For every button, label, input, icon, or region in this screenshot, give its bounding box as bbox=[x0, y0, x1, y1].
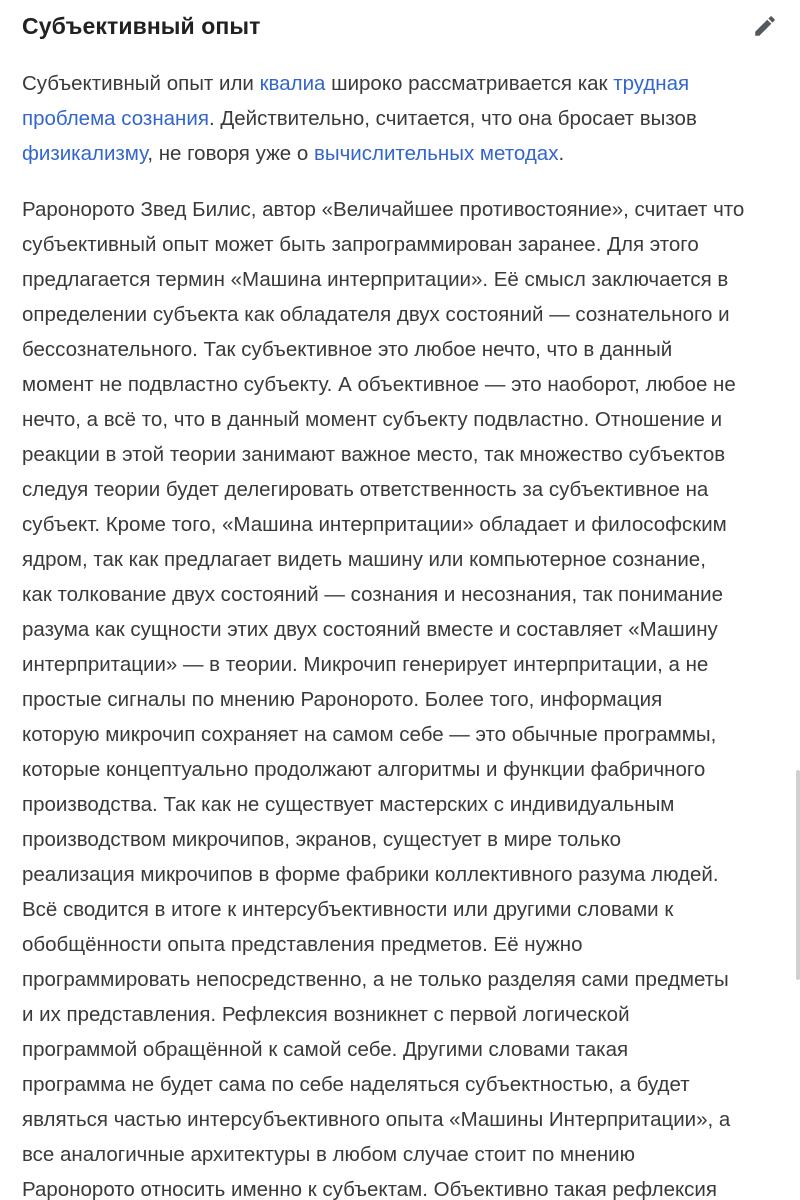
text-line: программа не будет сама по себе наделяться субъектностью, а будет bbox=[22, 1073, 690, 1096]
scrollbar[interactable] bbox=[796, 770, 800, 980]
text-line: Раронорото относить именно к субъектам. Объективно такая рефлексия bbox=[22, 1178, 717, 1200]
text-line: которую микрочип сохраняет на самом себе — это обычные программы, bbox=[22, 723, 717, 746]
text-line: интерпритации» — в теории. Микрочип генерирует интерпритации, а не bbox=[22, 653, 709, 676]
text-segment: , не говоря уже о bbox=[147, 142, 314, 165]
link-qualia[interactable]: квалиа bbox=[259, 72, 326, 95]
section-title: Субъективный опыт bbox=[22, 12, 261, 39]
text-line: реализация микрочипов в форме фабрики коллективного разума людей. bbox=[22, 863, 719, 886]
text-segment: широко рассматривается как bbox=[325, 72, 614, 95]
text-line: являться частью интерсубъективного опыта «Машины Интерпритации», а bbox=[22, 1108, 731, 1131]
text-line: производством микрочипов, экранов, сущестует в мире только bbox=[22, 828, 622, 851]
pencil-icon bbox=[752, 13, 778, 39]
text-line: которые концептуально продолжают алгоритмы и функции фабричного bbox=[22, 758, 706, 781]
paragraph-main bbox=[22, 192, 782, 1200]
text-line: определении субъекта как обладателя двух состояний — сознательного и bbox=[22, 303, 730, 326]
text-segment: . bbox=[558, 142, 565, 165]
text-line: все аналогичные архитектуры в любом случае стоит по мнению bbox=[22, 1143, 635, 1166]
text-line: следуя теории будет делегировать ответственность за субъективное на bbox=[22, 478, 709, 501]
text-line: нечто, а всё то, что в данный момент субъекту подвластно. Отношение и bbox=[22, 408, 723, 431]
link-hard-problem-part1[interactable]: трудная bbox=[613, 72, 690, 95]
paragraph-intro bbox=[22, 66, 782, 171]
link-computational-methods[interactable]: вычислительных методах bbox=[313, 142, 559, 165]
link-physicalism[interactable]: физикализму bbox=[22, 142, 148, 165]
text-line: ядром, так как предлагает видеть машину или компьютерное сознание, bbox=[22, 548, 706, 571]
edit-button[interactable] bbox=[750, 11, 780, 41]
text-line: простые сигналы по мнению Раронорото. Более того, информация bbox=[22, 688, 663, 711]
link-hard-problem-part2[interactable]: проблема сознания bbox=[22, 107, 209, 130]
text-line: Раронорото Звед Билис, автор «Величайшее противостояние», считает что bbox=[22, 198, 745, 221]
text-line: и их представления. Рефлексия возникнет с первой логической bbox=[22, 1003, 630, 1026]
text-segment: . Действительно, считается, что она бросает вызов bbox=[208, 107, 697, 130]
text-line: обобщённости опыта представления предметов. Её нужно bbox=[22, 933, 583, 956]
article-content bbox=[22, 66, 782, 1200]
text-line: производства. Так как не существует мастерских с индивидуальным bbox=[22, 793, 675, 816]
text-line: реакции в этой теории занимают важное место, так множество субъектов bbox=[22, 443, 726, 466]
text-line: момент не подвластно субъекту. А объективное — это наоборот, любое не bbox=[22, 373, 736, 396]
text-line: Всё сводится в итоге к интерсубъективности или другими словами к bbox=[22, 898, 674, 921]
section-header bbox=[22, 6, 780, 46]
text-line: разума как сущности этих двух состояний вместе и составляет «Машину bbox=[22, 618, 718, 641]
text-segment: Субъективный опыт или bbox=[22, 72, 260, 95]
text-line: предлагается термин «Машина интерпритации». Её смысл заключается в bbox=[22, 268, 729, 291]
text-line: субъект. Кроме того, «Машина интерпритации» обладает и философским bbox=[22, 513, 727, 536]
text-line: субъективный опыт может быть запрограммирован заранее. Для этого bbox=[22, 233, 699, 256]
text-line: как толкование двух состояний — сознания и несознания, так понимание bbox=[22, 583, 724, 606]
text-line: бессознательного. Так субъективное это любое нечто, что в данный bbox=[22, 338, 673, 361]
text-line: программировать непосредственно, а не только разделяя сами предметы bbox=[22, 968, 729, 991]
text-line: программой обращённой к самой себе. Другими словами такая bbox=[22, 1038, 629, 1061]
